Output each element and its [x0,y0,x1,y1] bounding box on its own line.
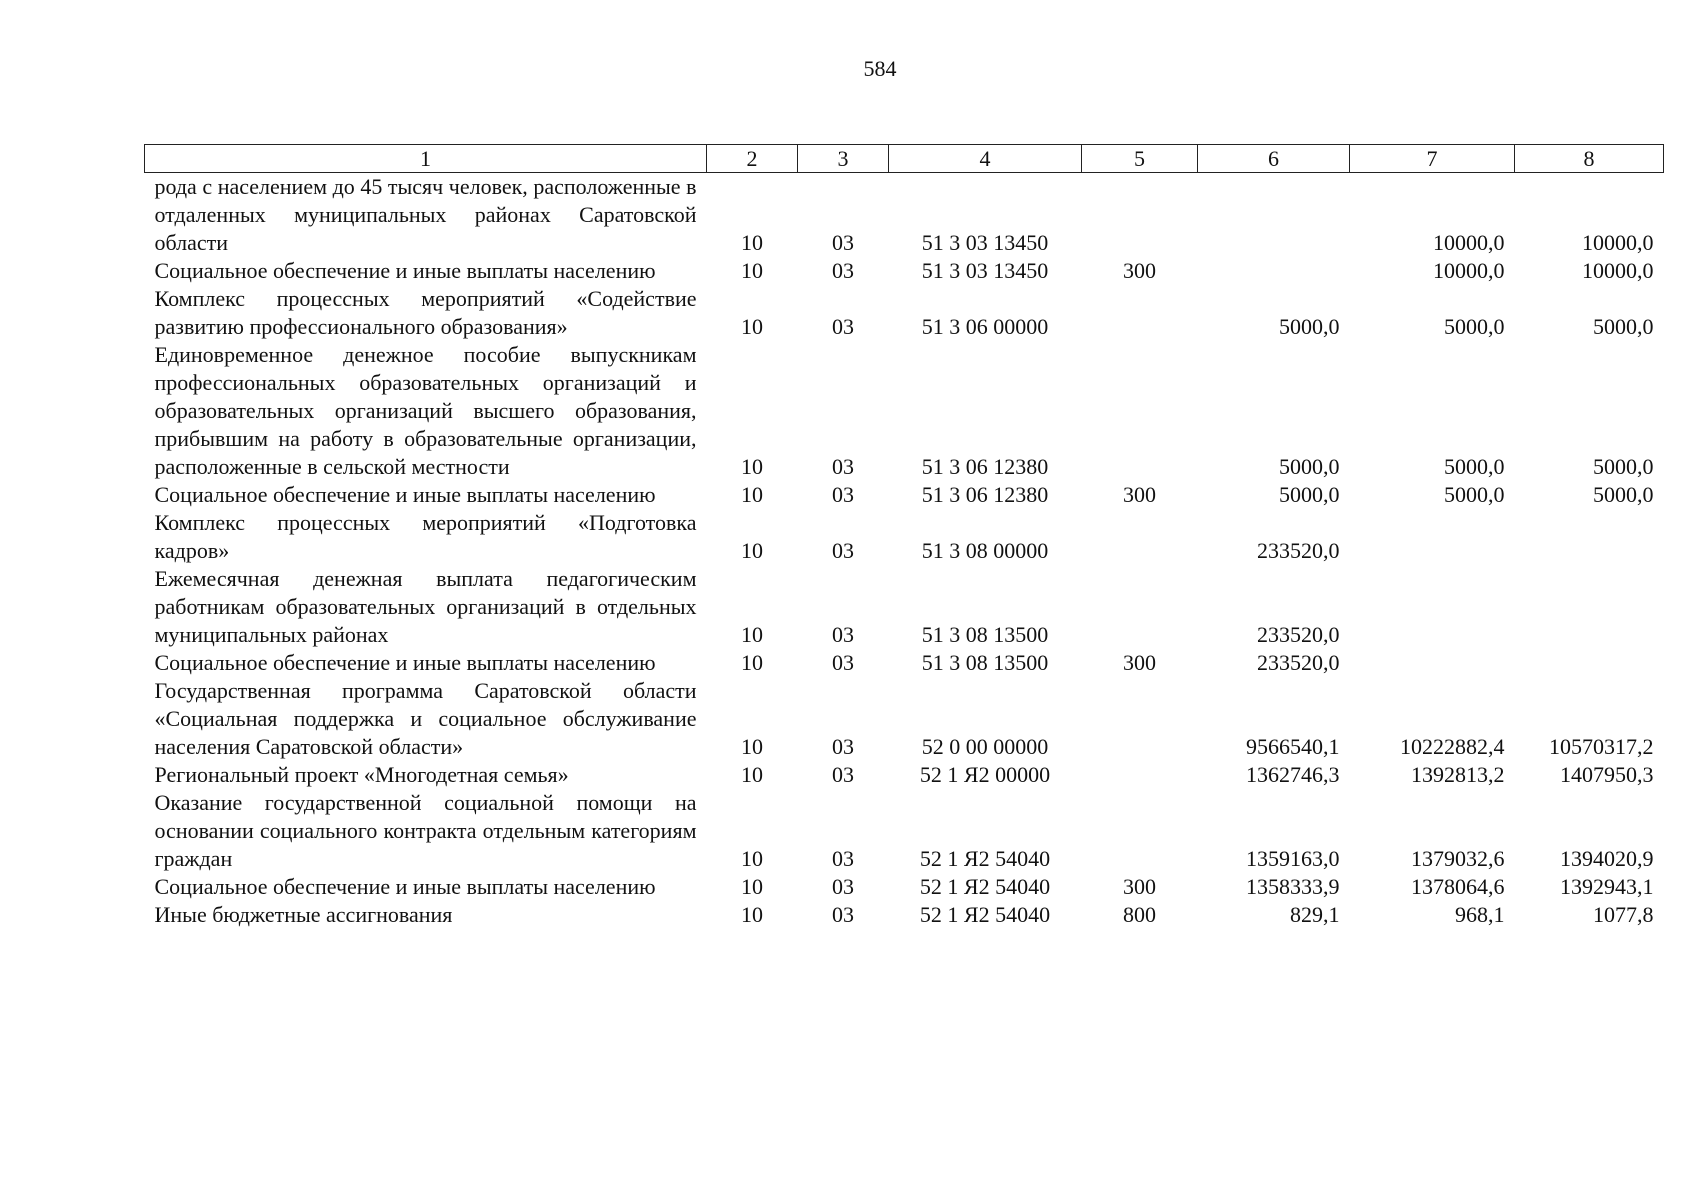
subsection-code: 03 [832,230,854,255]
page-number: 584 [863,56,897,81]
section-code: 10 [741,314,763,339]
item-name: Социальное обеспечение и иные выплаты населению [154,258,656,283]
expense-type-code [1082,677,1198,761]
column-header: 7 [1350,145,1515,173]
amount-col-6 [1198,257,1350,285]
table-row [145,565,1664,649]
subsection-code: 03 [832,454,854,479]
subsection-code: 03 [832,622,854,647]
section-code: 10 [741,230,763,255]
column-header: 4 [889,145,1082,173]
subsection-code: 03 [832,258,854,283]
amount-col-6: 233520,0 [1257,622,1340,647]
subsection-code: 03 [832,482,854,507]
table-row [145,173,1664,258]
table-body [145,173,1664,930]
expense-type-code [1082,509,1198,565]
target-article-code: 52 1 Я2 54040 [919,846,1051,871]
amount-col-6: 1359163,0 [1246,846,1340,871]
subsection-code: 03 [832,846,854,871]
item-name: Региональный проект «Многодетная семья» [154,762,569,787]
target-article-code: 51 3 03 13450 [921,230,1049,255]
amount-col-8: 1392943,1 [1560,874,1654,899]
expense-type-code [1082,789,1198,873]
amount-col-6: 233520,0 [1257,650,1340,675]
section-code: 10 [741,846,763,871]
table-row [145,873,1664,901]
amount-col-7: 1378064,6 [1411,874,1505,899]
amount-col-6: 5000,0 [1279,482,1340,507]
section-code: 10 [741,454,763,479]
item-name: Социальное обеспечение и иные выплаты населению [154,874,656,899]
target-article-code: 51 3 03 13450 [921,258,1049,283]
amount-col-7: 5000,0 [1444,482,1505,507]
table-row [145,761,1664,789]
target-article-code: 52 1 Я2 54040 [919,902,1051,927]
amount-col-8: 10000,0 [1582,230,1654,255]
target-article-code: 51 3 06 12380 [921,454,1049,479]
amount-col-7: 1379032,6 [1411,846,1505,871]
subsection-code: 03 [832,902,854,927]
item-name: Комплекс процессных мероприятий «Содействие развитию профессионального образования» [154,286,697,339]
table-row [145,901,1664,929]
amount-col-6: 1362746,3 [1246,762,1340,787]
amount-col-8: 10000,0 [1582,258,1654,283]
amount-col-6 [1198,173,1350,258]
amount-col-8: 1394020,9 [1560,846,1654,871]
amount-col-7 [1350,509,1515,565]
section-code: 10 [741,902,763,927]
budget-table [144,144,1664,929]
item-name: Социальное обеспечение и иные выплаты населению [154,482,656,507]
item-name: Единовременное денежное пособие выпускникам профессиональных образовательных организаций и образовательных организаций высшего образования, прибывшим на работу в образовательные организации, расположенные в сельской местности [154,342,697,479]
amount-col-8 [1515,509,1664,565]
table-row [145,285,1664,341]
item-name: Иные бюджетные ассигнования [154,902,453,927]
section-code: 10 [741,874,763,899]
column-header: 3 [798,145,889,173]
section-code: 10 [741,258,763,283]
section-code: 10 [741,650,763,675]
target-article-code: 51 3 08 13500 [921,650,1049,675]
table-row [145,341,1664,481]
table-row [145,257,1664,285]
target-article-code: 52 1 Я2 00000 [919,762,1051,787]
expense-type-code: 300 [1123,258,1156,283]
amount-col-6: 829,1 [1290,902,1340,927]
subsection-code: 03 [832,874,854,899]
amount-col-8 [1515,565,1664,649]
amount-col-6: 233520,0 [1257,538,1340,563]
expense-type-code [1082,285,1198,341]
expense-type-code: 300 [1123,874,1156,899]
column-header: 6 [1198,145,1350,173]
amount-col-7: 968,1 [1455,902,1505,927]
amount-col-7: 10222882,4 [1400,734,1505,759]
subsection-code: 03 [832,314,854,339]
expense-type-code [1082,565,1198,649]
subsection-code: 03 [832,650,854,675]
item-name: Государственная программа Саратовской области «Социальная поддержка и социальное обслуживание населения Саратовской области» [154,678,697,759]
amount-col-7: 5000,0 [1444,314,1505,339]
amount-col-7: 10000,0 [1433,230,1505,255]
amount-col-7: 5000,0 [1444,454,1505,479]
column-header: 5 [1082,145,1198,173]
amount-col-8: 5000,0 [1593,454,1654,479]
expense-type-code: 300 [1123,482,1156,507]
table-row [145,509,1664,565]
column-header: 2 [707,145,798,173]
subsection-code: 03 [832,762,854,787]
item-name: Комплекс процессных мероприятий «Подготовка кадров» [154,510,697,563]
target-article-code: 51 3 06 12380 [921,482,1049,507]
amount-col-7: 1392813,2 [1411,762,1505,787]
table-row [145,481,1664,509]
subsection-code: 03 [832,734,854,759]
column-header: 8 [1515,145,1664,173]
target-article-code: 51 3 08 00000 [921,538,1049,563]
item-name: Социальное обеспечение и иные выплаты населению [154,650,656,675]
target-article-code: 51 3 06 00000 [921,314,1049,339]
amount-col-6: 9566540,1 [1246,734,1340,759]
table-row [145,677,1664,761]
target-article-code: 52 1 Я2 54040 [919,874,1051,899]
item-name: Оказание государственной социальной помощи на основании социального контракта отдельным категориям граждан [154,790,697,871]
amount-col-7: 10000,0 [1433,258,1505,283]
amount-col-6: 1358333,9 [1246,874,1340,899]
section-code: 10 [741,762,763,787]
amount-col-7 [1350,649,1515,677]
section-code: 10 [741,622,763,647]
section-code: 10 [741,482,763,507]
table-row [145,789,1664,873]
amount-col-7 [1350,565,1515,649]
expense-type-code: 300 [1123,650,1156,675]
amount-col-8: 1077,8 [1593,902,1654,927]
expense-type-code [1082,761,1198,789]
expense-type-code [1082,173,1198,258]
item-name: рода с населением до 45 тысяч человек, расположенные в отдаленных муниципальных районах Саратовской области [154,174,697,255]
subsection-code: 03 [832,538,854,563]
section-code: 10 [741,538,763,563]
amount-col-8: 5000,0 [1593,482,1654,507]
target-article-code: 52 0 00 00000 [921,734,1049,759]
expense-type-code: 800 [1123,902,1156,927]
amount-col-8: 1407950,3 [1560,762,1654,787]
section-code: 10 [741,734,763,759]
item-name: Ежемесячная денежная выплата педагогическим работникам образовательных организаций в отдельных муниципальных районах [154,566,697,647]
expense-type-code [1082,341,1198,481]
amount-col-6: 5000,0 [1279,454,1340,479]
amount-col-8 [1515,649,1664,677]
column-header: 1 [145,145,707,173]
table-row [145,649,1664,677]
amount-col-6: 5000,0 [1279,314,1340,339]
amount-col-8: 10570317,2 [1549,734,1654,759]
header-row [145,145,1664,173]
amount-col-8: 5000,0 [1593,314,1654,339]
target-article-code: 51 3 08 13500 [921,622,1049,647]
